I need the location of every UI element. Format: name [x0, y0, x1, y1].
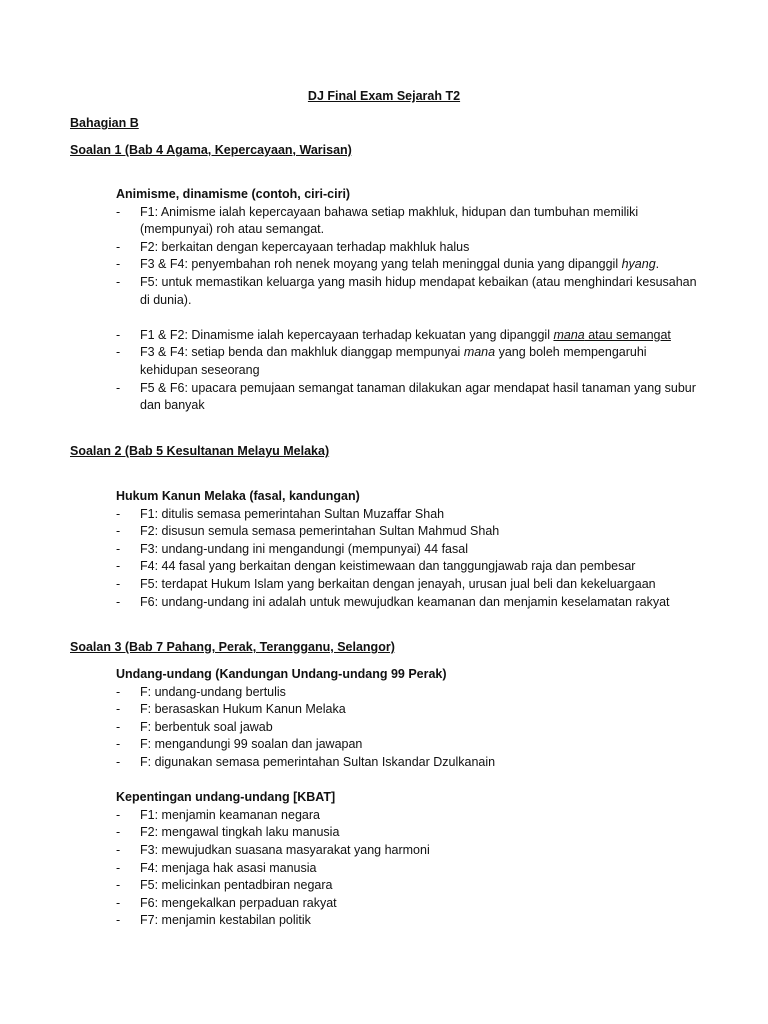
list-item: - F2: disusun semula semasa pemerintahan Sultan Mahmud Shah — [116, 524, 500, 539]
q1-list-2 — [116, 327, 706, 415]
list-item: - F1: Animisme ialah kepercayaan bahawa setiap makhluk, hidupan dan tumbuhan memiliki (mempunyai) roh atau semangat. — [116, 204, 639, 237]
list-item: - F: undang-undang bertulis — [116, 684, 286, 699]
q3-list-1 — [116, 684, 706, 772]
list-item: - F3 & F4: setiap benda dan makhluk dianggap mempunyai mana yang boleh mempengaruhi kehidupan seseorang — [116, 345, 647, 377]
q1-list — [116, 204, 706, 310]
q3-topic-1: Undang-undang (Kandungan Undang-undang 99 Perak) — [116, 667, 447, 681]
section-heading: Bahagian B — [70, 116, 139, 130]
list-item: - F2: mengawal tingkah laku manusia — [116, 825, 340, 840]
q3-topic-2: Kepentingan undang-undang [KBAT] — [116, 790, 336, 805]
list-item: - F5 & F6: upacara pemujaan semangat tanaman dilakukan agar mendapat hasil tanaman yang subur dan banyak — [116, 380, 696, 413]
list-item: - F5: terdapat Hukum Islam yang berkaitan dengan jenayah, urusan jual beli dan kekeluargaan — [116, 576, 656, 591]
list-item: - F5: melicinkan pentadbiran negara — [116, 878, 333, 893]
list-item: - F6: mengekalkan perpaduan rakyat — [116, 895, 337, 910]
list-item: - F: berasaskan Hukum Kanun Melaka — [116, 702, 346, 717]
q3-block — [116, 666, 706, 930]
q1-block — [116, 186, 706, 415]
q2-list — [116, 506, 706, 612]
q2-block — [116, 488, 706, 611]
q2-heading: Soalan 2 (Bab 5 Kesultanan Melayu Melaka) — [70, 444, 330, 458]
list-item: - F4: 44 fasal yang berkaitan dengan keistimewaan dan tanggungjawab raja dan pembesar — [116, 559, 636, 574]
q1-topic: Animisme, dinamisme (contoh, ciri-ciri) — [116, 187, 351, 201]
list-item: - F1 & F2: Dinamisme ialah kepercayaan terhadap kekuatan yang dipanggil mana atau semangat — [116, 327, 671, 342]
list-item: - F5: untuk memastikan keluarga yang masih hidup mendapat kebaikan (atau menghindari kesusahan di dunia). — [116, 274, 697, 307]
list-item: - F: mengandungi 99 soalan dan jawapan — [116, 737, 363, 752]
list-item: - F3: mewujudkan suasana masyarakat yang harmoni — [116, 842, 430, 857]
q3-list-2 — [116, 807, 706, 930]
list-item: - F2: berkaitan dengan kepercayaan terhadap makhluk halus — [116, 239, 470, 254]
q3-heading: Soalan 3 (Bab 7 Pahang, Perak, Terangganu, Selangor) — [70, 640, 395, 654]
list-item: - F1: ditulis semasa pemerintahan Sultan Muzaffar Shah — [116, 506, 445, 521]
list-item: - F1: menjamin keamanan negara — [116, 807, 320, 822]
list-item: - F7: menjamin kestabilan politik — [116, 913, 311, 928]
list-item: - F4: menjaga hak asasi manusia — [116, 860, 317, 875]
q1-heading: Soalan 1 (Bab 4 Agama, Kepercayaan, Warisan) — [70, 143, 352, 157]
list-item: - F3 & F4: penyembahan roh nenek moyang yang telah meninggal dunia yang dipanggil hyang. — [116, 257, 660, 272]
q2-topic: Hukum Kanun Melaka (fasal, kandungan) — [116, 489, 360, 503]
list-item: - F3: undang-undang ini mengandungi (mempunyai) 44 fasal — [116, 541, 468, 556]
list-item: - F: digunakan semasa pemerintahan Sultan Iskandar Dzulkanain — [116, 754, 496, 769]
list-item: - F6: undang-undang ini adalah untuk mewujudkan keamanan dan menjamin keselamatan rakyat — [116, 594, 670, 609]
list-item: - F: berbentuk soal jawab — [116, 719, 273, 734]
document-title: DJ Final Exam Sejarah T2 — [307, 89, 461, 103]
